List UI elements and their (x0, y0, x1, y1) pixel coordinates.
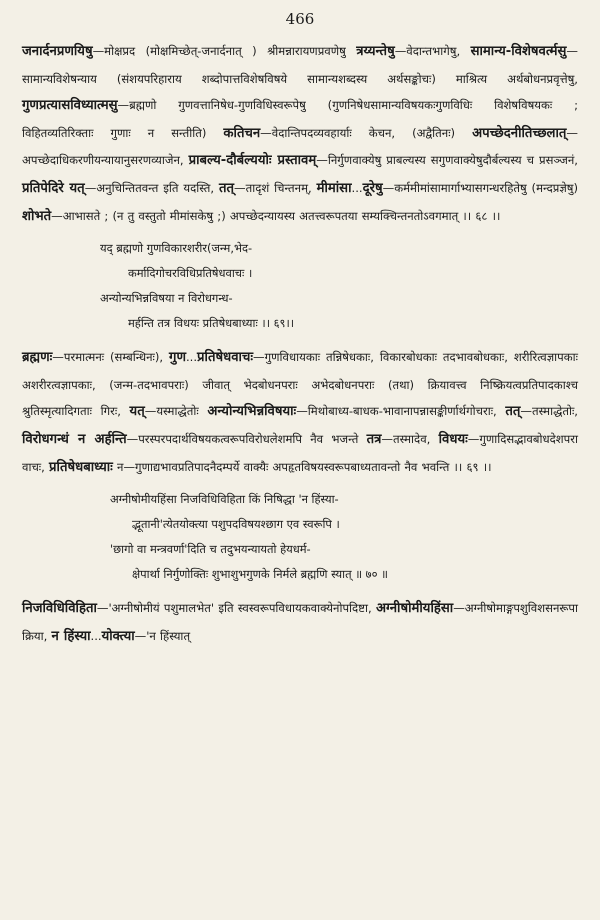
commentary-69-segment: —मिथोबाध्य-बाधक-भावानापन्नासङ्कीर्णार्थगोचराः, (296, 404, 506, 419)
commentary-paragraph-69 (22, 344, 578, 481)
commentary-68-segment: अपच्छेदनीतिच्छलात् (472, 125, 567, 141)
commentary-69-segment: प्रतिषेधबाध्याः (49, 459, 113, 475)
commentary-69-segment: ब्रह्मणः (22, 350, 53, 366)
commentary-69-segment: विरोधगन्धं न अर्हन्ति (22, 431, 127, 447)
commentary-68-segment: दूरेषु (362, 180, 383, 196)
commentary-68-segment: कतिचन (223, 125, 261, 141)
verse-70 (22, 487, 578, 587)
commentary-69-segment: —परस्परपदार्थविषयकत्वरूपविरोधलेशमपि नैव भजन्ते (126, 431, 367, 446)
verse-70-line: अग्नीषोमीयहिंसा निजविधिविहिता किं निषिद्धा 'न हिंस्या- (110, 492, 339, 507)
commentary-70-segment: निजविधिविहिता (22, 601, 97, 617)
commentary-70-segment: न हिंस्या (51, 628, 91, 644)
commentary-68-segment: —निर्गुणवाक्येषु प्राबल्यस्य सगुणवाक्येषुदौर्बल्यस्य च प्रसञ्जनं, (316, 153, 578, 168)
commentary-70-segment: —'अग्नीषोमीयं पशुमालभेत' इति स्वस्वरूपविधायकवाक्येनोपदिष्टा, (96, 601, 376, 616)
commentary-68-segment: सामान्य-विशेषवर्त्मसु (470, 44, 567, 59)
commentary-69-segment: तत्र (366, 431, 382, 447)
commentary-68-segment: त्रय्यन्तेषु (356, 44, 395, 59)
commentary-69-segment: —यस्माद्धेतोः (144, 404, 208, 419)
commentary-69-segment: —गुणादिसद्भावबोधदेशपरा वाचः, (22, 431, 578, 474)
commentary-68-segment: —अनुचिन्तितवन्त इति यदस्ति, (84, 180, 219, 195)
verse-69-line: यद् ब्रह्मणो गुणविकारशरीर(जन्म,भेद- (100, 241, 253, 256)
commentary-68-segment: —वेदान्तिपदव्यवहार्याः केचन, (अद्वैतिनः) (260, 125, 473, 140)
commentary-68-segment: तत् (218, 180, 234, 196)
commentary-70-segment: अग्नीषोमीयहिंसा (375, 601, 454, 617)
commentary-69-segment: ... (185, 350, 198, 365)
commentary-69-segment: —परमात्मनः (सम्बन्धिनः), (52, 350, 170, 365)
commentary-69-segment: यत् (129, 404, 145, 420)
verse-70-line: क्षेपार्था निर्गुणोक्तिः शुभाशुभगुणके निर्मले ब्रह्मणि स्यात् ॥ ७० ॥ (132, 567, 388, 582)
commentary-68-segment: शोभते (22, 208, 52, 224)
commentary-68-segment: —अपच्छेदाधिकरणीयन्यायानुसरणव्याजेन, (22, 125, 579, 168)
commentary-68-segment: गुणप्रत्यासविध्यात्मसु (22, 98, 118, 114)
page-number: 466 (285, 10, 315, 28)
commentary-68-segment: —आभासते ; (न तु वस्तुतो मीमांसकेषु ;) अपच्छेदन्यायस्य अतत्त्वरूपतया सम्यक्चिन्तनतोऽवगमात् ।। ६८ ।। (51, 208, 501, 223)
verse-69-line: मर्हन्ति तत्र विधयः प्रतिषेधबाध्याः ।। ६९।। (128, 316, 295, 331)
commentary-68-segment: —मोक्षप्रद (मोक्षमिच्छेत्-जनार्दनात् ) श्रीमन्नारायणप्रवणेषु (92, 44, 357, 58)
commentary-69-segment: प्रतिषेधवाचः (197, 350, 254, 366)
commentary-68-segment: —तादृशं चिन्तनम्, (234, 180, 317, 195)
commentary-paragraph-70 (22, 595, 578, 650)
verse-70-line: द्भूतानी'त्येतयोक्त्या पशुपदविषयश्छाग एव स्वरूपि । (132, 517, 340, 532)
commentary-70-segment: ... (90, 628, 102, 643)
verse-69-line: अन्योन्यभिन्नविषया न विरोधगन्ध- (100, 291, 233, 306)
commentary-68-segment: प्रतिपेदिरे यत् (22, 180, 85, 196)
verse-70-line: 'छागो वा मन्त्रवर्णा'दिति च तदुभयन्यायतो हेयधर्म- (110, 542, 311, 557)
commentary-69-segment: तत् (505, 404, 521, 420)
commentary-68-segment: —सामान्यविशेषन्याय (संशयपरिहाराय शब्दोपात्तविशेषविषये सामान्यशब्दस्य अर्थसङ्कोचः) माश्रित्य अर्थबोधनप्रवृत्तेषु, (22, 44, 578, 86)
commentary-paragraph-68 (22, 38, 578, 230)
commentary-68-segment: प्राबल्य-दौर्बल्ययोः प्रस्तावम् (188, 153, 317, 169)
commentary-68-segment: मीमांसा (316, 180, 352, 196)
commentary-68-segment: जनार्दनप्रणयिषु (22, 44, 93, 59)
commentary-69-segment: गुण (169, 350, 186, 366)
commentary-68-segment: —ब्रह्मणो गुणवत्तानिषेध-गुणविधिस्वरूपेषु (गुणनिषेधसामान्यविषयकःगुणविधिः विशेषविषयकः ; विहितव्यतिरिक्ताः गुणाः न सन्तीति) (22, 98, 578, 140)
commentary-69-segment: अन्योन्यभिन्नविषयाः (207, 404, 297, 420)
commentary-69-segment: —गुणविधायकाः तन्निषेधकाः, विकारबोधकाः तदभावबोधकाः, शरीरित्वज्ञापकाः अशरीरत्वज्ञापकाः, (जन्म-तदभावपराः) जीवात् भेदबोधनपराः अभेदबोधनपराः (तथा) क्रियावत्त्व निष्क्रियत्वप्रतिपादकाश्च श्रुतिस्मृत्यादिगताः गिरः, (22, 350, 578, 419)
commentary-70-segment: —अग्नीषोमाङ्गपशुविशसनरूपा क्रिया, (22, 601, 578, 643)
verse-69 (22, 236, 578, 336)
commentary-69-segment: —तस्माद्धेतोः, (520, 404, 578, 419)
commentary-68-segment: —वेदान्तभागेषु, (394, 44, 471, 58)
commentary-69-segment: विधयः (438, 431, 468, 447)
commentary-70-segment: योक्त्या (101, 628, 135, 644)
commentary-70-segment: —'न हिंस्यात् (134, 628, 191, 643)
commentary-68-segment: ... (351, 180, 363, 195)
commentary-69-segment: न—गुणाद्यभावप्रतिपादनैदम्पर्ये वाक्यैः अपहृतविषयस्वरूपबाध्यतावन्तो नैव भवन्ति ।। ६९ ।। (112, 459, 492, 474)
commentary-69-segment: —तस्मादेव, (381, 431, 439, 446)
verse-69-line: कर्मादिगोचरविधिप्रतिषेधवाचः । (128, 266, 253, 281)
commentary-68-segment: —कर्ममीमांसामार्गाभ्यासगन्धरहितेषु (मन्दप्रज्ञेषु) (382, 180, 578, 195)
